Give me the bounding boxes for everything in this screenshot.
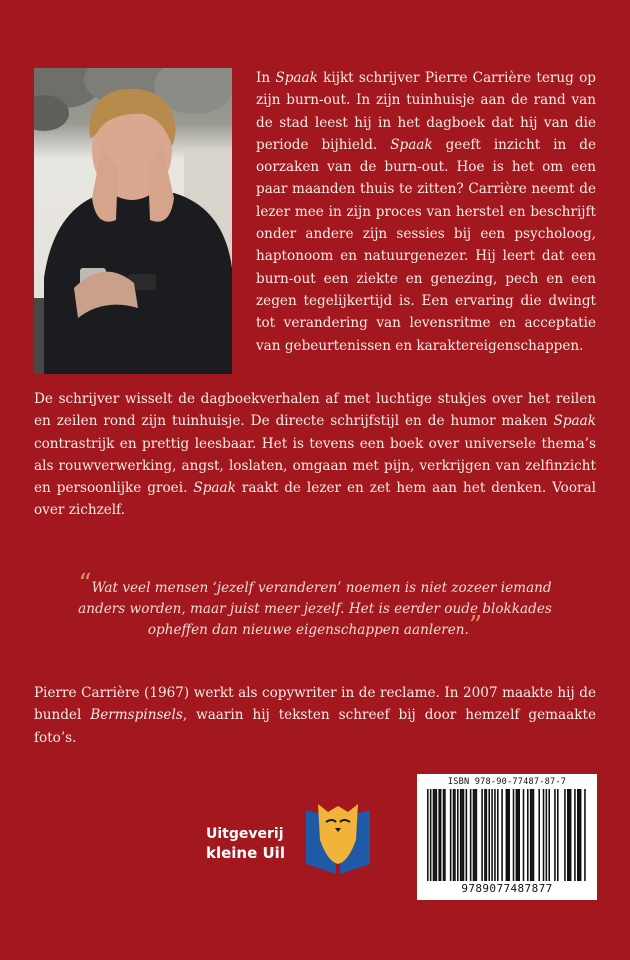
barcode-bar — [481, 789, 483, 881]
barcode-bar — [564, 789, 566, 881]
publisher-name-line2: kleine Uil — [206, 844, 285, 862]
barcode-bar — [530, 789, 532, 881]
barcode-bar — [508, 789, 510, 881]
barcode-bar — [557, 789, 559, 881]
barcode-bar — [533, 789, 535, 881]
barcode-bar — [470, 789, 472, 881]
barcode — [417, 774, 597, 900]
barcode-bar — [430, 789, 432, 881]
barcode-bar — [546, 789, 548, 881]
owl-book-logo-icon — [302, 800, 374, 876]
barcode-bar — [518, 789, 520, 881]
text-run: De schrijver wisselt de dagboekverhalen af met luchtige stukjes over het reilen en zeilen rond zijn tuinhuisje. De directe schrijfstijl en de humor maken — [34, 391, 596, 430]
isbn-label: ISBN 978-90-77487-87-7 — [447, 777, 567, 787]
text-run: In — [256, 70, 276, 86]
barcode-bar — [440, 789, 442, 881]
barcode-bar — [516, 789, 518, 881]
barcode-bar — [457, 789, 459, 881]
author-photo — [34, 68, 232, 374]
barcode-bar — [501, 789, 503, 881]
barcode-bar — [497, 789, 499, 881]
text-run: geeft inzicht in de oorzaken van de burn-out. Hoe is het om een paar maanden thuis te zitten? Carrière neemt de lezer mee in zijn proces van herstel en beschrijft onder andere zijn sessies bij een psycholoog, haptonoom en natuurgenezer. Hij leert dat een burn-out een ziekte en genezing, pech en een zegen tegelijkertijd is. Een ervaring die dwingt tot verandering van levensritme en acceptatie van gebeurtenissen en karaktereigenschappen. — [256, 136, 596, 354]
book-title: Spaak — [193, 480, 236, 497]
barcode-bar — [461, 789, 463, 881]
barcode-bar — [473, 789, 475, 881]
barcode-bar — [568, 789, 570, 881]
author-bio-paragraph — [34, 682, 596, 749]
barcode-bar — [491, 789, 493, 881]
barcode-bar — [548, 789, 550, 881]
barcode-bar — [527, 789, 529, 881]
close-quote-mark: ” — [468, 611, 483, 641]
book-title: Spaak — [553, 413, 596, 430]
publisher-logo — [206, 800, 376, 876]
book-title: Spaak — [275, 70, 318, 86]
barcode-bar — [543, 789, 545, 881]
author-portrait-icon — [34, 68, 232, 374]
barcode-bar — [466, 789, 468, 881]
intro-paragraph — [256, 67, 596, 357]
barcode-bar — [433, 789, 435, 881]
description-paragraph — [34, 388, 596, 522]
barcode-bar — [438, 789, 440, 881]
barcode-bar — [450, 789, 452, 881]
barcode-bar — [476, 789, 478, 881]
book-title: Spaak — [390, 136, 433, 153]
open-quote-mark: “ — [78, 569, 92, 599]
publisher-name-line1: Uitgeverij — [206, 826, 284, 842]
barcode-bar — [436, 789, 438, 881]
barcode-bar — [538, 789, 540, 881]
barcode-bar — [507, 789, 509, 881]
text-run: raakt de lezer en zet hem aan het denken. Vooral over zichzelf. — [34, 480, 596, 519]
barcode-bar — [570, 789, 572, 881]
barcode-bar — [444, 789, 446, 881]
barcode-bar — [578, 789, 580, 881]
quote-text: Wat veel mensen ‘jezelf veranderen’ noemen is niet zozeer iemand anders worden, maar juist meer jezelf. Het is eerder oude blokkades opheffen dan nieuwe eigenschappen aanleren. — [78, 580, 552, 638]
pull-quote — [70, 569, 560, 641]
barcode-bar — [584, 789, 586, 881]
barcode-bar — [454, 789, 456, 881]
barcode-bar — [460, 789, 462, 881]
barcode-bar — [523, 789, 525, 881]
barcode-bar — [517, 789, 519, 881]
ean-number: 9789077487877 — [461, 882, 553, 895]
barcode-bar — [567, 789, 569, 881]
bundle-title: Bermspinsels — [90, 707, 183, 724]
barcode-bar — [494, 789, 496, 881]
text-run: Pierre Carrière (1967) werkt als copywriter in de reclame. In 2007 maakte hij de bundel — [34, 685, 596, 724]
barcode-bar — [427, 789, 429, 881]
barcode-bar — [486, 789, 488, 881]
barcode-bar — [488, 789, 490, 881]
barcode-bar — [474, 789, 476, 881]
barcode-bar — [577, 789, 579, 881]
barcode-bar — [453, 789, 455, 881]
barcode-bar — [434, 789, 436, 881]
barcode-bar — [463, 789, 465, 881]
barcode-bar — [443, 789, 445, 881]
text-run: contrastrijk en prettig leesbaar. Het is tevens een boek over universele thema’s als rouwverwerking, angst, loslaten, omgaan met pijn, verkrijgen van zelfinzicht en persoonlijke groei. — [34, 435, 596, 497]
barcode-bar — [574, 789, 576, 881]
barcode-bar — [484, 789, 486, 881]
barcode-bar — [554, 789, 556, 881]
text-run: kijkt schrijver Pierre Carrière terug op zijn burn-out. In zijn tuinhuisje aan de rand van de stad leest hij in het dagboek dat hij van die periode bijhield. — [256, 70, 596, 153]
barcode-bar — [506, 789, 508, 881]
text-run: , waarin hij teksten schreef bij door hemzelf gemaakte foto’s. — [34, 707, 596, 746]
barcode-bar — [531, 789, 533, 881]
barcode-bars — [427, 789, 587, 881]
barcode-bar — [580, 789, 582, 881]
barcode-bar — [513, 789, 515, 881]
